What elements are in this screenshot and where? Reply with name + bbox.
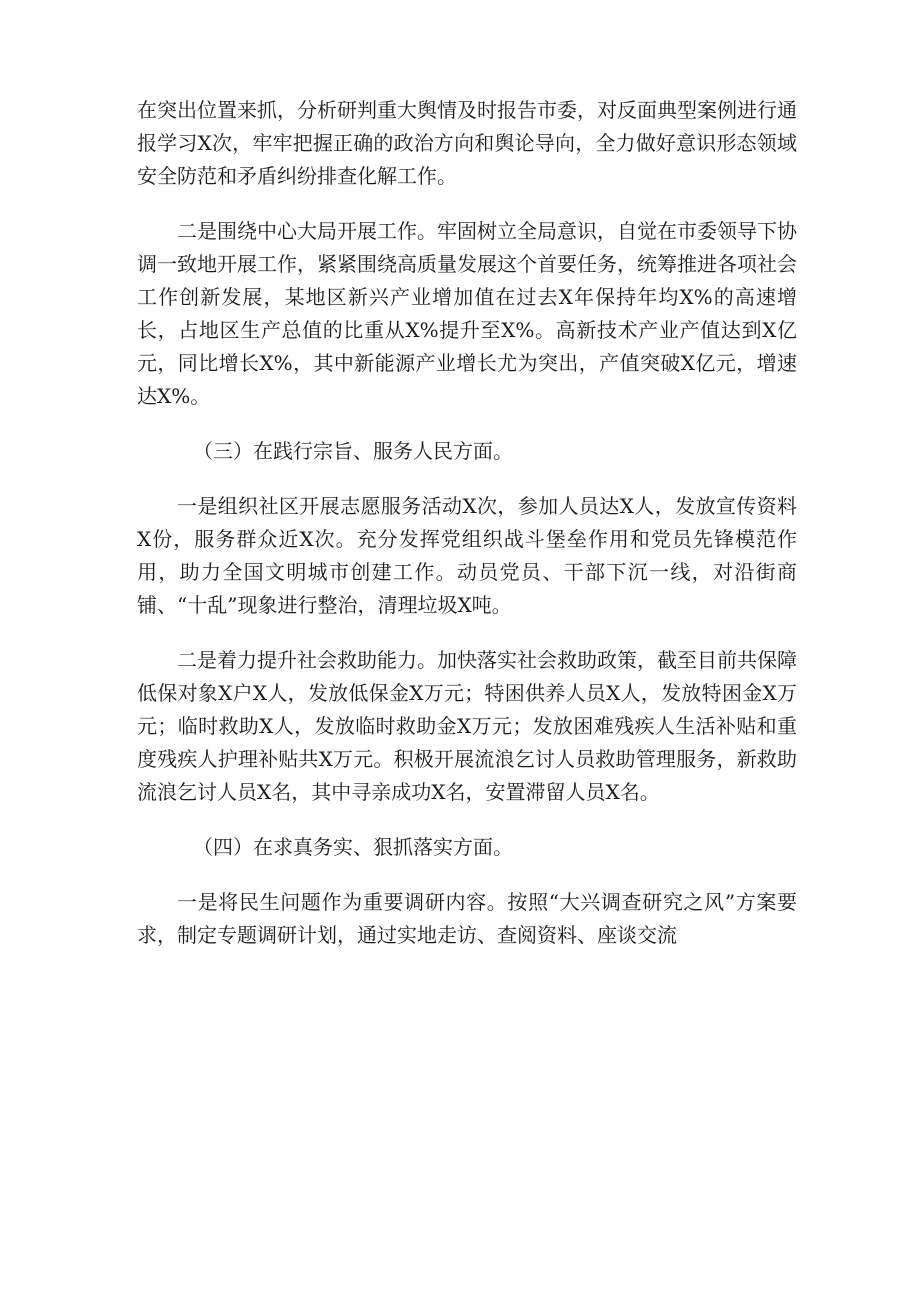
section-heading-4: （四）在求真务实、狠抓落实方面。 (193, 835, 513, 859)
paragraph-social-assistance: 二是着力提升社会救助能力。加快落实社会救助政策，截至目前共保障低保对象X户X人，发放低保金X万元；特困供养人员X人，发放特困金X万元；临时救助X人，发放临时救助金X万元；发放困难残疾人生活补贴和重度残疾人护理补贴共X万元。积极开展流浪乞讨人员救助管理服务，新救助流浪乞讨人员X名，其中寻亲成功X名，安置滞留人员X名。 (137, 648, 797, 804)
paragraph-central-work: 二是围绕中心大局开展工作。牢固树立全局意识，自觉在市委领导下协调一致地开展工作，紧紧围绕高质量发展这个首要任务，统筹推进各项社会工作创新发展，某地区新兴产业增加值在过去X年保持年均X%的高速增长，占地区生产总值的比重从X%提升至X%。高新技术产业产值达到X亿元，同比增长X%，其中新能源产业增长尤为突出，产值突破X亿元，增速达X%。 (137, 219, 797, 408)
document-body (137, 94, 797, 974)
paragraph-volunteer-service: 一是组织社区开展志愿服务活动X次，参加人员达X人，发放宣传资料X份，服务群众近X次。充分发挥党组织战斗堡垒作用和党员先锋模范作用，助力全国文明城市创建工作。动员党员、干部下沉一线，对沿街商铺、“十乱”现象进行整治，清理垃圾X吨。 (137, 494, 797, 617)
paragraph-livelihood-research: 一是将民生问题作为重要调研内容。按照“大兴调查研究之风”方案要求，制定专题调研计划，通过实地走访、查阅资料、座谈交流 (137, 890, 797, 947)
section-heading-3: （三）在践行宗旨、服务人民方面。 (193, 439, 513, 463)
paragraph-continuation: 在突出位置来抓，分析研判重大舆情及时报告市委，对反面典型案例进行通报学习X次，牢牢把握正确的政治方向和舆论导向，全力做好意识形态领域安全防范和矛盾纠纷排查化解工作。 (137, 98, 797, 188)
